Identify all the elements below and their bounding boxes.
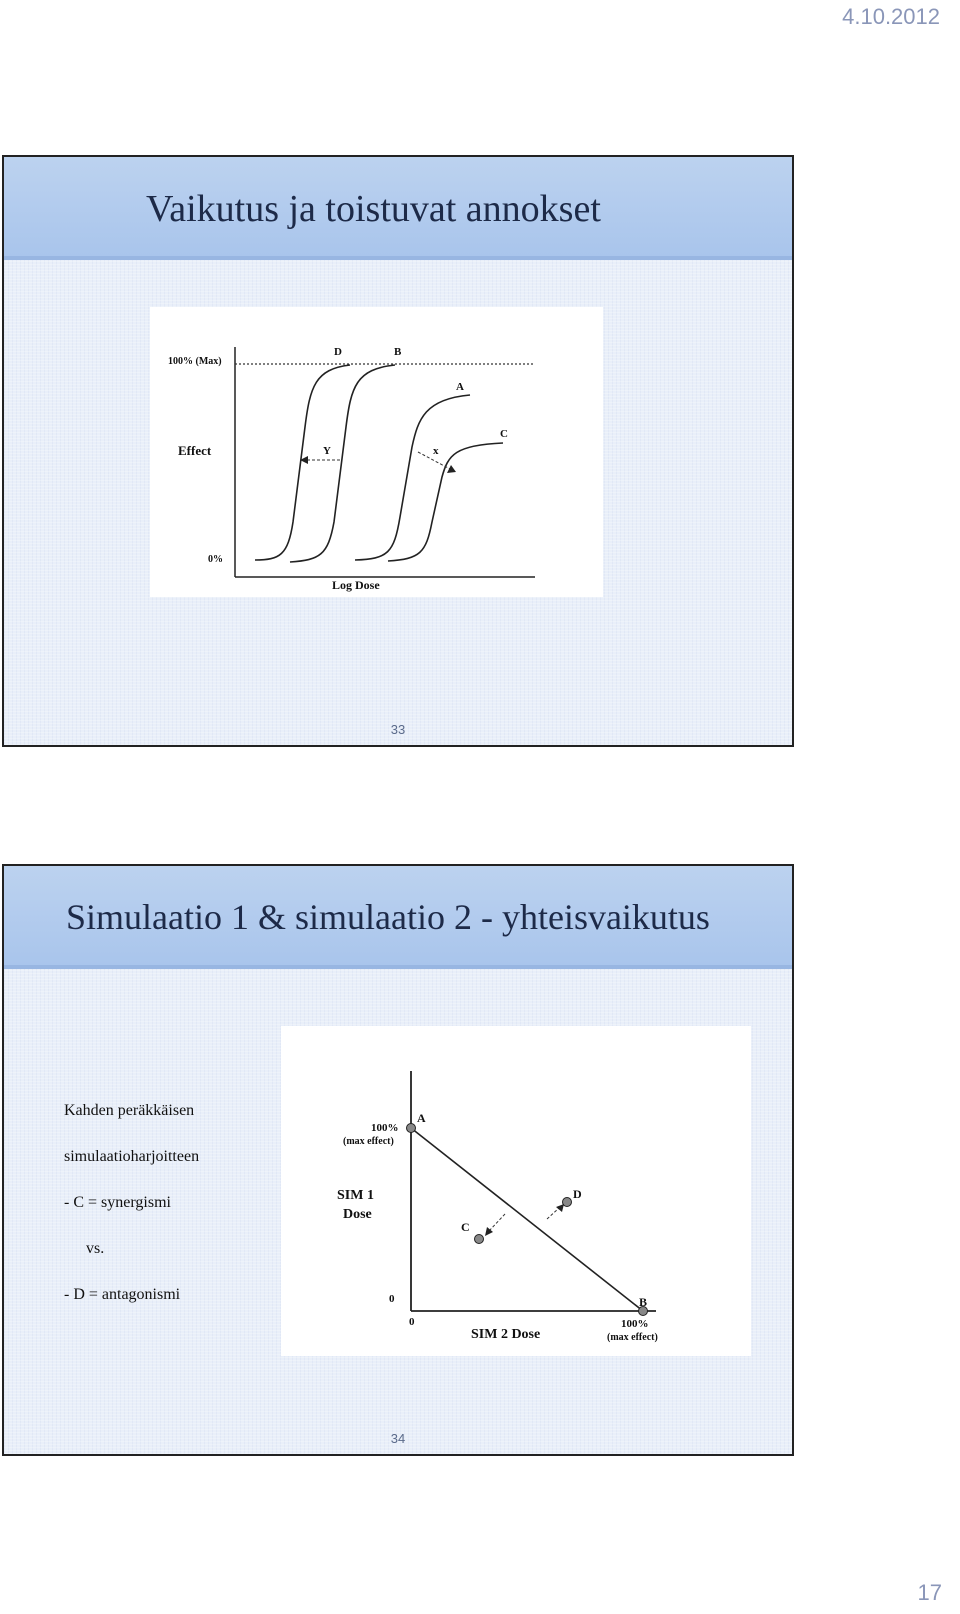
slide-34 xyxy=(2,864,794,1456)
point-c xyxy=(475,1235,484,1244)
arrow-x-label: x xyxy=(433,445,439,457)
slide-33 xyxy=(2,155,794,747)
origin-x-label: 0 xyxy=(409,1316,415,1328)
additivity-line xyxy=(411,1128,643,1311)
point-a-label: A xyxy=(417,1111,426,1125)
arrow-d-head xyxy=(556,1204,564,1212)
curve-a-label: A xyxy=(456,381,464,393)
slide-title: Simulaatio 1 & simulaatio 2 - yhteisvaikutus xyxy=(66,897,710,937)
x-right-sublabel: (max effect) xyxy=(607,1332,658,1343)
slide-number: 33 xyxy=(390,722,406,737)
arrow-x-head xyxy=(447,465,456,473)
text-line: - D = antagonismi xyxy=(64,1286,181,1303)
point-d xyxy=(563,1198,572,1207)
point-a xyxy=(407,1124,416,1133)
text-line: vs. xyxy=(86,1240,105,1257)
origin-y-label: 0 xyxy=(389,1293,395,1305)
arrow-c-head xyxy=(485,1227,493,1236)
curve-b xyxy=(290,365,395,562)
y-top-sublabel: (max effect) xyxy=(343,1136,394,1147)
curve-b-label: B xyxy=(394,346,402,358)
y-axis-label: Effect xyxy=(178,443,212,458)
curve-d xyxy=(255,365,350,560)
text-line: simulaatioharjoitteen xyxy=(64,1148,200,1165)
isobologram-figure xyxy=(281,1026,751,1356)
y-top-label: 100% xyxy=(371,1122,399,1134)
x-axis-label: Log Dose xyxy=(332,578,380,592)
x-right-label: 100% xyxy=(621,1318,649,1330)
y-axis-label: SIM 1 xyxy=(337,1188,374,1203)
slide-body-text xyxy=(64,1102,199,1332)
x-axis-label: SIM 2 Dose xyxy=(471,1327,541,1342)
curve-c-label: C xyxy=(500,428,508,440)
dose-response-figure xyxy=(150,307,603,597)
point-c-label: C xyxy=(461,1220,470,1234)
y-max-label: 100% (Max) xyxy=(168,356,222,367)
point-d-label: D xyxy=(573,1187,582,1201)
curve-d-label: D xyxy=(334,346,342,358)
slide-number: 34 xyxy=(390,1431,406,1446)
arrow-c xyxy=(489,1214,505,1231)
y-min-label: 0% xyxy=(208,554,223,565)
text-line: - C = synergismi xyxy=(64,1194,171,1211)
arrow-d xyxy=(547,1208,559,1219)
slide-title: Vaikutus ja toistuvat annokset xyxy=(146,188,601,230)
point-b-label: B xyxy=(639,1295,648,1309)
isobologram-plot xyxy=(281,1026,751,1356)
curve-c xyxy=(388,443,503,561)
header-date: 4.10.2012 xyxy=(842,4,940,29)
y-axis-sublabel: Dose xyxy=(343,1207,372,1222)
text-line: Kahden peräkkäisen xyxy=(64,1102,195,1119)
arrow-y-label: Y xyxy=(323,445,331,457)
page-number: 17 xyxy=(917,1580,942,1605)
curve-a xyxy=(355,395,470,560)
dose-response-plot xyxy=(150,307,603,597)
